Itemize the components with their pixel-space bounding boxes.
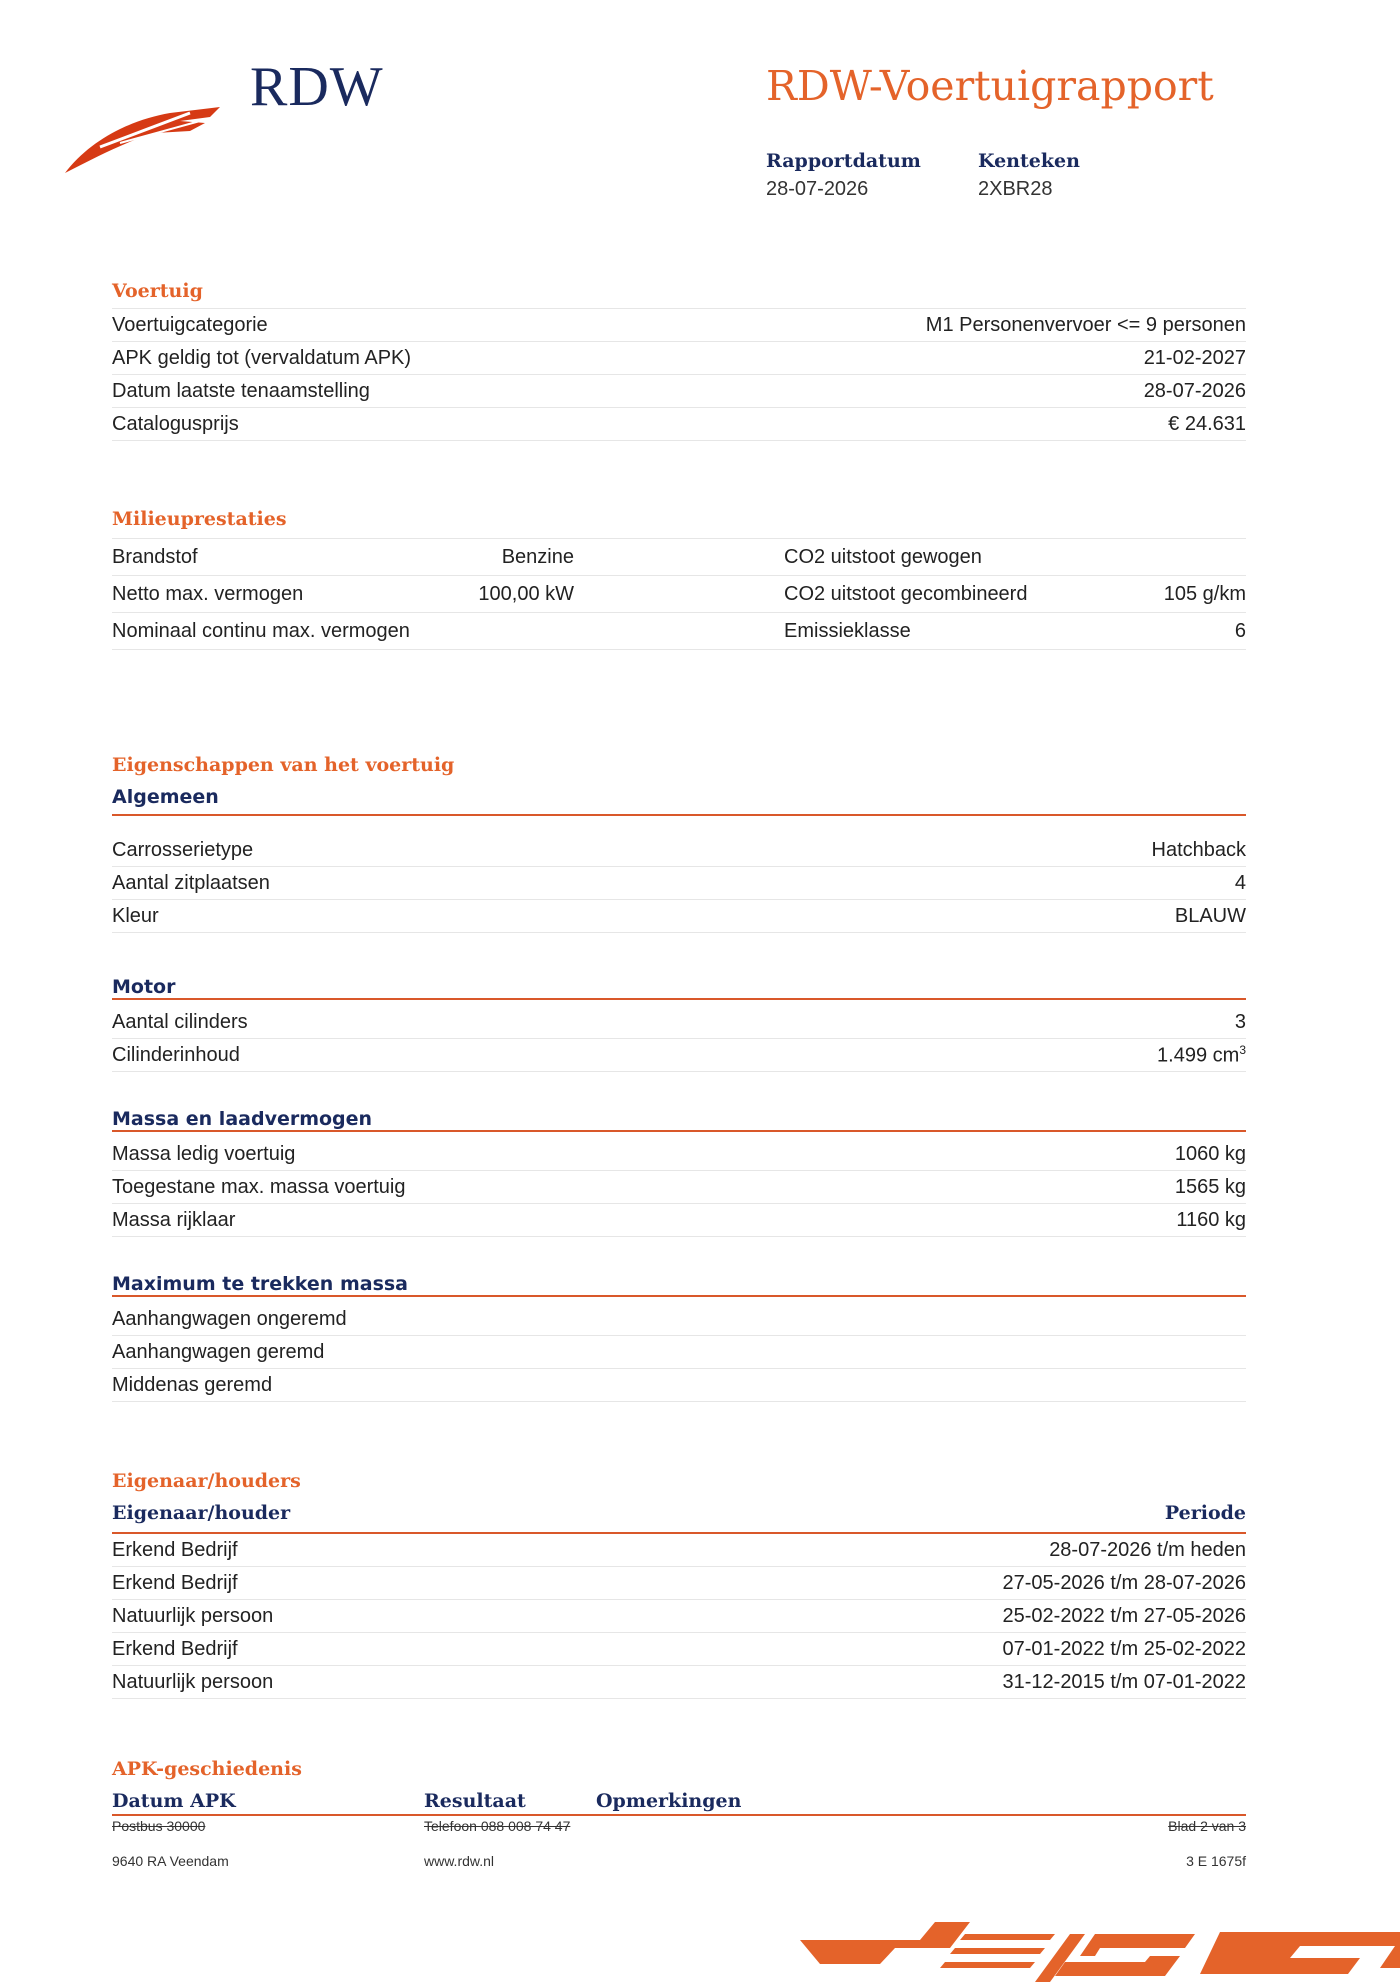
kenteken-value: 2XBR28 — [978, 178, 1053, 200]
trekken-table — [112, 1303, 1246, 1402]
document-title: RDW-Voertuigrapport — [766, 62, 1214, 110]
row-value: 1160 kg — [1176, 1208, 1246, 1231]
row-value: 1565 kg — [1174, 1175, 1246, 1198]
voertuig-table — [112, 308, 1246, 441]
row-value: € 24.631 — [1168, 412, 1246, 435]
milieu-value: 6 — [1234, 620, 1246, 642]
row-value: BLAUW — [1174, 904, 1246, 927]
row-label: Kleur — [112, 904, 159, 927]
milieu-value: 105 g/km — [1163, 583, 1246, 605]
row-value: M1 Personenvervoer <= 9 personen — [925, 313, 1246, 336]
row-value: 27-05-2026 t/m 28-07-2026 — [1002, 1571, 1246, 1594]
footer-blad: Blad 2 van 3 — [1168, 1818, 1246, 1834]
col-header-datum: Datum APK — [112, 1790, 236, 1812]
row-value: Hatchback — [1151, 838, 1246, 861]
subsection-title-massa: Massa en laadvermogen — [112, 1108, 1246, 1132]
table-row — [112, 375, 1246, 408]
col-header-periode: Periode — [1164, 1502, 1246, 1524]
section-title-eigenaar: Eigenaar/houders — [112, 1470, 301, 1492]
table-row — [112, 613, 1246, 650]
table-row — [112, 576, 1246, 613]
table-row — [112, 1600, 1246, 1633]
section-title-apk: APK-geschiedenis — [112, 1758, 302, 1780]
col-header-houder: Eigenaar/houder — [112, 1502, 291, 1524]
row-label: Middenas geremd — [112, 1373, 273, 1396]
footer-postbus: Postbus 30000 — [112, 1818, 206, 1834]
row-value: 28-07-2026 — [1143, 379, 1246, 402]
eigenaar-header-row — [112, 1502, 1246, 1534]
row-label: Voertuigcategorie — [112, 313, 268, 336]
row-value: 31-12-2015 t/m 07-01-2022 — [1002, 1670, 1246, 1693]
row-label: Aantal cilinders — [112, 1010, 248, 1033]
algemeen-table — [112, 834, 1246, 933]
row-value: 1060 kg — [1174, 1142, 1246, 1165]
table-row — [112, 1534, 1246, 1567]
motor-table — [112, 1006, 1246, 1072]
rapportdatum — [766, 150, 921, 201]
milieu-label: Brandstof — [112, 546, 198, 568]
row-value: 21-02-2027 — [1143, 346, 1246, 369]
row-label: Erkend Bedrijf — [112, 1538, 238, 1561]
rapportdatum-value: 28-07-2026 — [766, 178, 869, 200]
kenteken-label: Kenteken — [978, 150, 1080, 172]
footer-telefoon: Telefoon 088 008 74 47 — [424, 1818, 571, 1834]
table-row — [112, 1039, 1246, 1072]
row-label: Massa rijklaar — [112, 1208, 236, 1231]
row-label: Erkend Bedrijf — [112, 1637, 238, 1660]
table-row — [112, 408, 1246, 441]
col-header-opmerkingen: Opmerkingen — [596, 1790, 742, 1812]
table-row — [112, 1336, 1246, 1369]
footer-code: 3 E 1675f — [1186, 1853, 1246, 1869]
table-row — [112, 1138, 1246, 1171]
row-label: Aanhangwagen geremd — [112, 1340, 325, 1363]
row-label: Natuurlijk persoon — [112, 1604, 274, 1627]
row-label: Massa ledig voertuig — [112, 1142, 296, 1165]
table-row — [112, 1303, 1246, 1336]
rapportdatum-label: Rapportdatum — [766, 150, 921, 172]
cilinderinhoud-value: 1.499 cm — [1157, 1044, 1240, 1067]
milieu-label: Netto max. vermogen — [112, 583, 304, 605]
row-value: 3 — [1234, 1010, 1246, 1033]
table-row — [112, 867, 1246, 900]
kenteken — [978, 150, 1080, 201]
subsection-title-motor: Motor — [112, 976, 1246, 1000]
table-row — [112, 1369, 1246, 1402]
subsection-title-trekken: Maximum te trekken massa — [112, 1273, 1246, 1297]
milieu-label: Nominaal continu max. vermogen — [112, 620, 410, 642]
row-label: APK geldig tot (vervaldatum APK) — [112, 346, 412, 369]
row-label: Carrosserietype — [112, 838, 254, 861]
logo-text: RDW — [250, 56, 384, 118]
rdw-logo — [60, 55, 384, 185]
table-row — [112, 1204, 1246, 1237]
apk-header-row — [112, 1790, 1246, 1816]
table-row — [112, 1633, 1246, 1666]
table-row — [112, 834, 1246, 867]
row-value: 28-07-2026 t/m heden — [1049, 1538, 1246, 1561]
row-label: Datum laatste tenaamstelling — [112, 379, 370, 402]
table-row — [112, 342, 1246, 375]
milieu-label: Emissieklasse — [784, 620, 911, 642]
section-title-milieu: Milieuprestaties — [112, 508, 287, 530]
col-header-resultaat: Resultaat — [424, 1790, 526, 1812]
row-value: 07-01-2022 t/m 25-02-2022 — [1002, 1637, 1246, 1660]
row-label: Cilinderinhoud — [112, 1043, 240, 1066]
row-value: 4 — [1234, 871, 1246, 894]
milieu-value: 100,00 kW — [478, 583, 574, 605]
table-row — [112, 900, 1246, 933]
row-value — [1157, 1043, 1246, 1068]
row-label: Natuurlijk persoon — [112, 1670, 274, 1693]
decorative-stripes-icon — [800, 1918, 1400, 1982]
subsection-title-algemeen: Algemeen — [112, 786, 1246, 816]
milieu-table — [112, 538, 1246, 650]
table-row — [112, 1171, 1246, 1204]
row-label: Aantal zitplaatsen — [112, 871, 270, 894]
eigenaar-table — [112, 1534, 1246, 1699]
milieu-value: Benzine — [501, 546, 574, 568]
footer-adres: 9640 RA Veendam — [112, 1853, 229, 1869]
rdw-logo-icon — [60, 85, 230, 175]
table-row — [112, 1567, 1246, 1600]
row-label: Erkend Bedrijf — [112, 1571, 238, 1594]
row-label: Toegestane max. massa voertuig — [112, 1175, 406, 1198]
row-value: 25-02-2022 t/m 27-05-2026 — [1002, 1604, 1246, 1627]
milieu-label: CO2 uitstoot gewogen — [784, 546, 982, 568]
table-row — [112, 538, 1246, 576]
cubic-superscript: 3 — [1239, 1042, 1246, 1057]
table-row — [112, 1666, 1246, 1699]
massa-table — [112, 1138, 1246, 1237]
row-label: Catalogusprijs — [112, 412, 239, 435]
row-label: Aanhangwagen ongeremd — [112, 1307, 347, 1330]
milieu-label: CO2 uitstoot gecombineerd — [784, 583, 1028, 605]
footer-website: www.rdw.nl — [424, 1853, 495, 1869]
section-title-eigenschappen: Eigenschappen van het voertuig — [112, 754, 455, 776]
section-title-voertuig: Voertuig — [112, 280, 203, 302]
table-row — [112, 308, 1246, 342]
table-row — [112, 1006, 1246, 1039]
